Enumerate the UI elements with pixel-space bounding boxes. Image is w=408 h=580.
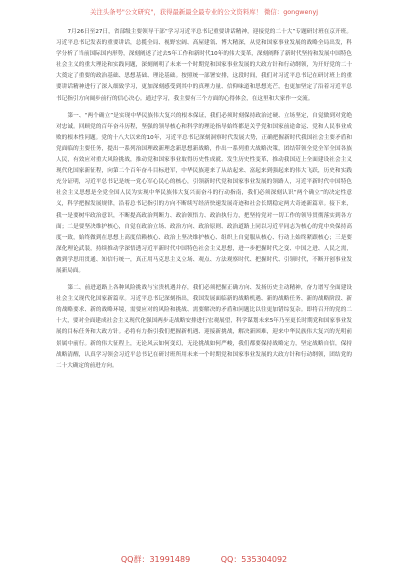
- footer-qq-group: QQ群：31991489: [120, 555, 191, 564]
- paragraph-point-two: 第二、前进道路上各种风险挑战与宝贵机遇并存，我们必须把握正确方向、发扬历史主动精神，奋力谱写全面建设社会主义现代化国家新篇章。习近平总书记深刻指出，我国发展面临新的战略机遇、新的战略任务、新的战略阶段、新的战略要求、新的战略环境，需要应对的风险和挑战、需要解决的矛盾和问题比以往更加错综复杂。即将召开的党的二十大，要对全面建成社会主义现代化强国两步走战略安排进行宏观展望，科学谋划未来5年乃至更长时期党和国家事业发展的目标任务和大政方针。必将有力指引我们把握新机遇、迎接新挑战，解决新困难，迎来中华民族伟大复兴的光明前景属中前行。新的伟大征程上，无论风云如何变幻，无论挑战如何严峻，我们都要保持战略定力，坚定战略自信，保持战略清醒，认真学习领会习近平总书记在研讨班所用未来一个时期党和国家事业发展的大政方针和行动纲领，团结党的二十大确定的前进方向。: [56, 285, 352, 369]
- paragraph-intro: 7月26日至27日，省部级主要领导干部“学习习近平总书记重要讲话精神，迎接党的二十大”专题研讨班在京开班。习近平总书记发表的重要讲话，总揽全局、视野宏阔、高屋建瓴、博大精深，从党和国家事业发展的战略全局出发，科学分析了当前国际国内形势，深刻阐述了过去5年工作和新时代10年的伟大变革，深刻阐释了新时代坚持和发展中国特色社会主义的重大理论和实践问题，深刻阐明了未来一个时期党和国家事业发展的大政方针和行动纲领，为开好党的二十大奠定了重要的政治基础、思想基础、理论基础。按照统一部署安排，这段时间，我们对习近平总书记在研讨班上的重要讲话精神进行了深入细致学习，更加深刻感受到其中的真理力量、信仰味道和思想光芒，也更加坚定了沿着习近平总书记指引方向阔步前行的信心决心。通过学习，我主要有三个方面的心得体会，在这里和大家作一交流。: [56, 29, 352, 102]
- paragraph-point-one: 第一、“两个确立”是实现中华民族伟大复兴的根本保证，我们必须时刻保持政治过硬、立场坚定，自觉做到对党绝对忠诚。回顾党的百年奋斗历程，坚强的领导核心和科学的理论指导始终都是关乎党和国家前途命运、党和人民事业成败的根本性问题。党的十八大以来的10年，习近平总书记深刻洞察时代发展大势，正确把握新时代我国社会主要矛盾和党面临的主要任务，提出一系列治国理政新理念新思想新战略，作出一系列重大战略决策，团结带领全党全军全国各族人民，有效应对重大风险挑战，推动党和国家事业取得历史性成就、发生历史性变革，推动我国迈上全面建设社会主义现代化国家新征程，向第二个百年奋斗目标进军，中华民族迎来了从站起来、富起来到强起来的伟大飞跃，历史和实践充分证明，习近平总书记是统一党心军心民心的核心，引领新时代党和国家事业发展的领路人，习近平新时代中国特色社会主义思想是全党全国人民为实现中华民族伟大复兴而奋斗的行动指南，我们必须深刻认识“两个确立”的决定性意义，科学把握发展规律，沿着总书记指引的方向不断续写经济快速发展奇迹和社会长期稳定两大奇迹新篇章。接下来，我一是要树牢政治意识，不断提高政治判断力、政治领悟力、政治执行力，把坚持党对一切工作的领导贯彻落实到各方面；二是要坚决维护核心，自觉在政治立场、政治方向、政治原则、政治道路上同以习近平同志为核心的党中央保持高度一致，始终做到在思想上高度信赖核心、政治上坚决维护核心、组织上自觉服从核心、行动上始终紧跟核心；三是要深化理论武装，持续推动学深悟透习近平新时代中国特色社会主义思想，进一步把握时代之变、中国之进、人民之需，做到学思用贯通、知信行统一，真正用马克思主义立场、观点、方法观察时代、把握时代、引领时代，不断开创事业发展新局面。: [56, 112, 352, 274]
- footer: [0, 555, 408, 565]
- footer-qq: QQ：535304092: [220, 555, 288, 564]
- header-banner: 关注头条号"公文研究"，获得最新最全最专业的公文资料库！ 微信：gongwenyj: [89, 8, 319, 16]
- document-body: [56, 27, 352, 372]
